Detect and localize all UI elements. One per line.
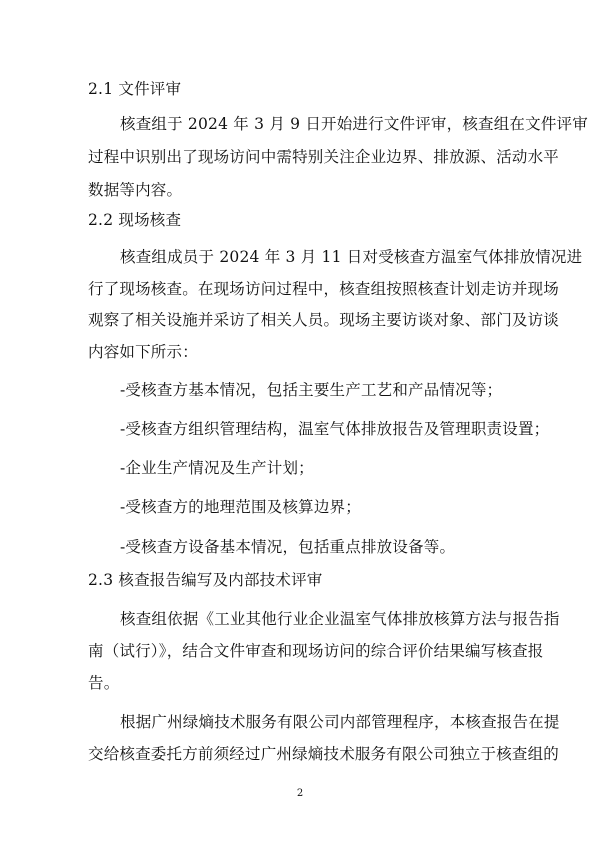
section-heading-2-3: 2.3 核查报告编写及内部技术评审: [88, 571, 323, 589]
list-item: -受核查方组织管理结构，温室气体排放报告及管理职责设置；: [120, 420, 550, 438]
paragraph-line: 核查组依据《工业其他行业企业温室气体排放核算方法与报告指: [120, 610, 560, 628]
page-number: 2: [296, 788, 304, 799]
section-heading-2-2: 2.2 现场核查: [88, 211, 182, 229]
paragraph-line: 核查组于 2024 年 3 月 9 日开始进行文件评审，核查组在文件评审: [120, 115, 588, 133]
paragraph-line: 观察了相关设施并采访了相关人员。现场主要访谈对象、部门及访谈: [88, 311, 560, 329]
paragraph-line: 告。: [88, 674, 120, 692]
paragraph-line: 核查组成员于 2024 年 3 月 11 日对受核查方温室气体排放情况进: [120, 248, 583, 266]
paragraph-line: 数据等内容。: [88, 181, 183, 199]
list-item: -企业生产情况及生产计划；: [120, 459, 314, 477]
list-item: -受核查方设备基本情况，包括重点排放设备等。: [120, 538, 456, 556]
paragraph-line: 行了现场核查。在现场访问过程中，核查组按照核查计划走访并现场: [88, 280, 560, 298]
paragraph-line: 内容如下所示：: [88, 343, 198, 361]
list-item: -受核查方基本情况，包括主要生产工艺和产品情况等；: [120, 381, 503, 399]
paragraph-line: 交给核查委托方前须经过广州绿熵技术服务有限公司独立于核查组的: [88, 745, 560, 763]
paragraph-line: 南（试行）》，结合文件审查和现场访问的综合评价结果编写核查报: [88, 642, 544, 660]
paragraph-line: 过程中识别出了现场访问中需特别关注企业边界、排放源、活动水平: [88, 148, 560, 166]
list-item: -受核查方的地理范围及核算边界；: [120, 498, 361, 516]
paragraph-line: 根据广州绿熵技术服务有限公司内部管理程序，本核查报告在提: [120, 713, 560, 731]
section-heading-2-1: 2.1 文件评审: [88, 80, 182, 98]
